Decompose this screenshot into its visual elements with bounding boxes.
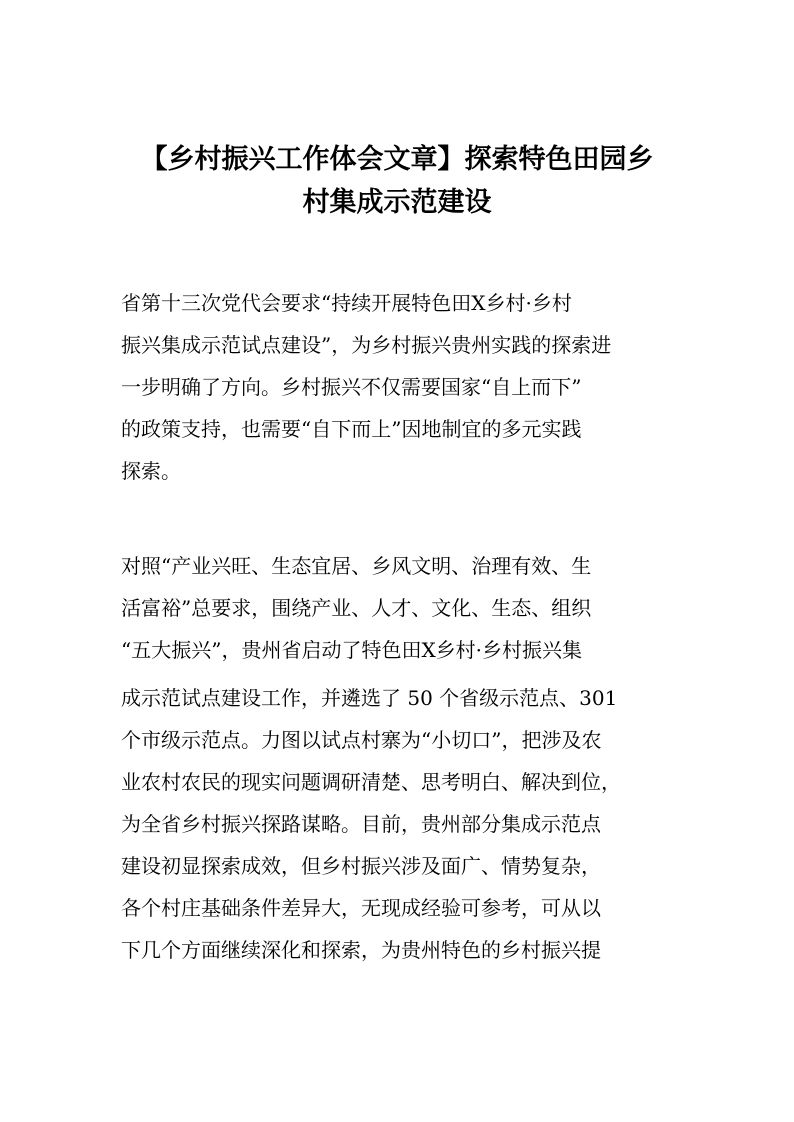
text-line: 各个村庄基础条件差异大，无现成经验可参考，可从以 <box>121 896 601 920</box>
text-line: 活富裕”总要求，围绕产业、人才、文化、生态、组织 <box>121 596 592 620</box>
text-line: 的政策支持，也需要“自下而上”因地制宜的多元实践 <box>121 417 582 441</box>
text-line: 对照“产业兴旺、生态宜居、乡风文明、治理有效、生 <box>121 554 592 578</box>
text-line: 一步明确了方向。乡村振兴不仅需要国家“自上而下” <box>121 375 582 399</box>
text-line: 探索。 <box>121 459 181 483</box>
paragraph-2 <box>121 545 681 971</box>
text-line: 成示范试点建设工作，并遴选了 50 个省级示范点、301 <box>121 686 618 710</box>
document-title <box>100 138 694 224</box>
text-line: 业农村农民的现实问题调研清楚、思考明白、解决到位， <box>121 770 621 794</box>
title-line: 村集成示范建设 <box>302 187 492 218</box>
title-line: 【乡村振兴工作体会文章】探索特色田园乡 <box>140 144 654 175</box>
paragraph-1 <box>121 282 681 492</box>
text-line: 下几个方面继续深化和探索，为贵州特色的乡村振兴提 <box>121 938 601 962</box>
text-line: 振兴集成示范试点建设”，为乡村振兴贵州实践的探索进 <box>121 333 612 357</box>
text-line: 省第十三次党代会要求“持续开展特色田X乡村·乡村 <box>121 291 572 315</box>
text-line: 建设初显探索成效，但乡村振兴涉及面广、情势复杂， <box>121 854 601 878</box>
text-line: “五大振兴”，贵州省启动了特色田X乡村·乡村振兴集 <box>121 638 583 662</box>
text-line: 个市级示范点。力图以试点村寨为“小切口”，把涉及农 <box>121 728 602 752</box>
text-line: 为全省乡村振兴探路谋略。目前，贵州部分集成示范点 <box>121 812 601 836</box>
